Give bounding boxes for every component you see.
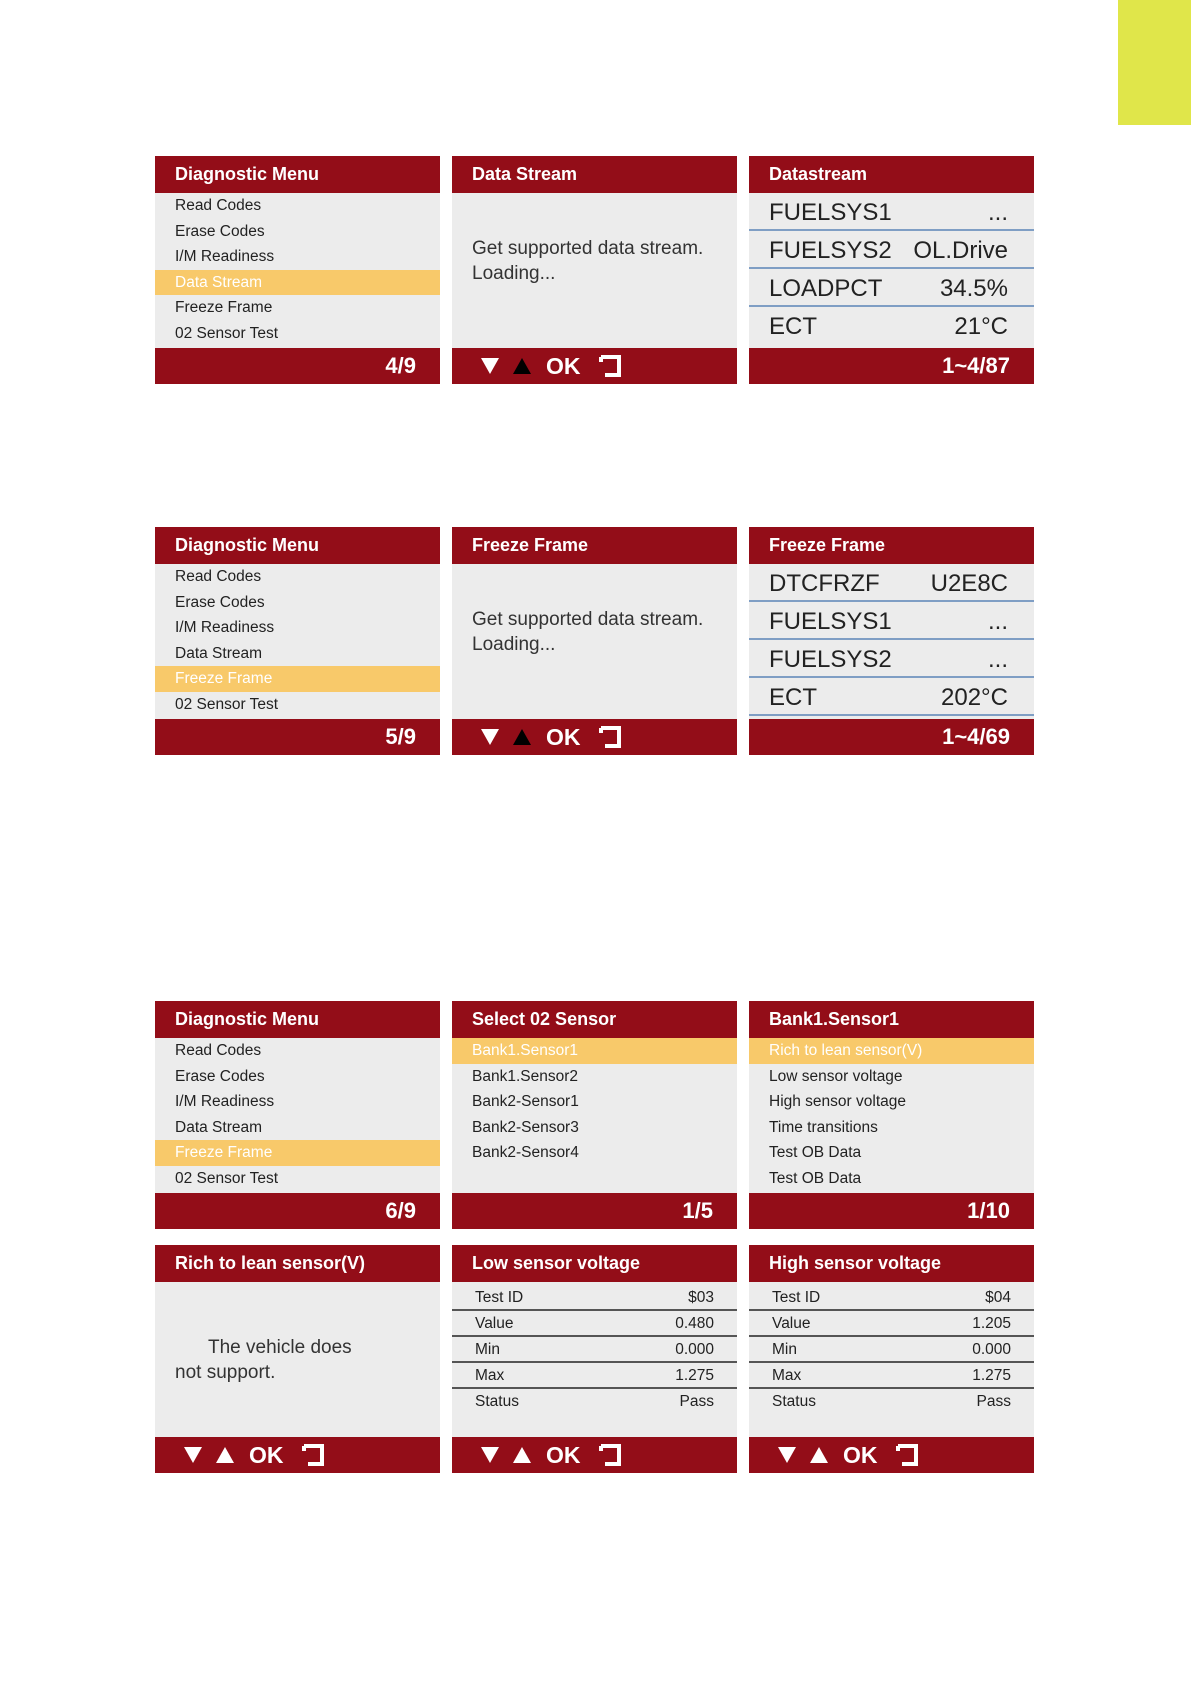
screen-diagnostic-menu-1 xyxy=(155,156,440,384)
screen-footer xyxy=(749,348,1034,384)
page-indicator: 1/5 xyxy=(682,1198,713,1223)
pid-value: 202°C xyxy=(941,684,1008,711)
table-row xyxy=(749,1389,1034,1415)
nav-controls xyxy=(480,1437,623,1473)
nav-controls xyxy=(183,1437,326,1473)
test-item-time-transitions[interactable]: Time transitions xyxy=(769,1118,878,1136)
down-triangle-icon[interactable] xyxy=(480,1446,500,1464)
up-triangle-icon[interactable] xyxy=(512,1446,532,1464)
up-triangle-icon[interactable] xyxy=(512,357,532,375)
row-label: Test ID xyxy=(772,1289,821,1306)
menu-item-erase-codes[interactable]: Erase Codes xyxy=(175,1067,265,1085)
screen-freeze-frame-loading xyxy=(452,527,737,755)
table-row xyxy=(452,1285,737,1311)
list-item[interactable] xyxy=(749,269,1034,307)
row-value: 0.480 xyxy=(675,1315,714,1332)
menu-item-read-codes[interactable]: Read Codes xyxy=(175,568,262,585)
row-label: Value xyxy=(475,1315,514,1332)
ok-button[interactable]: OK xyxy=(249,1442,284,1468)
list-item[interactable] xyxy=(749,231,1034,269)
result-table xyxy=(749,1282,1034,1415)
screen-title: Diagnostic Menu xyxy=(155,1001,440,1038)
row-value: 0.000 xyxy=(675,1341,714,1358)
menu-item-o2-sensor-test[interactable]: 02 Sensor Test xyxy=(175,1169,279,1187)
message-line-1: The vehicle does xyxy=(208,1337,352,1358)
row-label: Test ID xyxy=(475,1289,524,1306)
pid-value: ... xyxy=(987,646,1008,673)
sensor-item-bank2-sensor3[interactable]: Bank2-Sensor3 xyxy=(472,1118,579,1136)
screen-title: Diagnostic Menu xyxy=(155,156,440,193)
screen-title: Freeze Frame xyxy=(749,527,1034,564)
loading-message: Get supported data stream. Loading... xyxy=(472,238,704,284)
test-item-test-ob-data-2[interactable]: Test OB Data xyxy=(769,1169,862,1187)
down-triangle-icon[interactable] xyxy=(183,1446,203,1464)
menu-item-read-codes[interactable]: Read Codes xyxy=(175,1042,262,1059)
menu-item-freeze-frame[interactable]: Freeze Frame xyxy=(155,1140,440,1166)
up-triangle-icon[interactable] xyxy=(512,728,532,746)
back-bracket-icon[interactable] xyxy=(302,1444,326,1466)
back-bracket-icon[interactable] xyxy=(599,726,623,748)
menu-item-data-stream[interactable]: Data Stream xyxy=(175,1118,263,1136)
back-bracket-icon[interactable] xyxy=(599,1444,623,1466)
pid-value: ... xyxy=(987,199,1008,226)
menu-item-im-readiness[interactable]: I/M Readiness xyxy=(175,619,275,636)
row-label: Value xyxy=(772,1315,811,1332)
row-value: 1.275 xyxy=(675,1367,714,1384)
screen-diagnostic-menu-2 xyxy=(155,527,440,755)
page-indicator: 4/9 xyxy=(385,353,416,378)
menu-item-erase-codes[interactable]: Erase Codes xyxy=(175,593,265,611)
table-row xyxy=(452,1389,737,1415)
row-label: Min xyxy=(475,1341,500,1358)
row-value: 1.275 xyxy=(972,1367,1011,1384)
screen-diagnostic-menu-3 xyxy=(155,1001,440,1229)
test-item-rich-to-lean[interactable]: Rich to lean sensor(V) xyxy=(749,1038,1034,1064)
up-triangle-icon[interactable] xyxy=(809,1446,829,1464)
screen-title: High sensor voltage xyxy=(749,1245,1034,1282)
ok-button[interactable]: OK xyxy=(546,724,581,750)
sensor-item-bank2-sensor4[interactable]: Bank2-Sensor4 xyxy=(472,1144,579,1161)
result-table xyxy=(452,1282,737,1415)
ok-button[interactable]: OK xyxy=(546,353,581,379)
menu-item-im-readiness[interactable]: I/M Readiness xyxy=(175,1093,275,1110)
row-value: 0.000 xyxy=(972,1341,1011,1358)
menu-item-freeze-frame[interactable]: Freeze Frame xyxy=(175,299,273,316)
menu-list xyxy=(155,1038,440,1191)
pid-value: OL.Drive xyxy=(913,237,1008,264)
table-row xyxy=(749,1337,1034,1363)
pid-name: FUELSYS1 xyxy=(769,608,892,635)
page-indicator: 5/9 xyxy=(385,724,416,749)
pid-value: U2E8C xyxy=(930,570,1008,597)
down-triangle-icon[interactable] xyxy=(480,728,500,746)
list-item[interactable] xyxy=(749,193,1034,231)
row-value: Pass xyxy=(679,1393,714,1410)
test-item-high-sensor-voltage[interactable]: High sensor voltage xyxy=(769,1093,906,1110)
message-line-2: not support. xyxy=(175,1362,276,1383)
screen-freeze-frame-values xyxy=(749,527,1034,755)
pid-name: FUELSYS2 xyxy=(769,646,892,673)
menu-item-data-stream[interactable]: Data Stream xyxy=(175,644,263,662)
pid-value: 34.5% xyxy=(939,275,1008,302)
screen-data-stream-loading xyxy=(452,156,737,384)
screen-low-sensor-voltage xyxy=(452,1245,737,1473)
test-item-low-sensor-voltage[interactable]: Low sensor voltage xyxy=(769,1067,903,1085)
freeze-frame-list xyxy=(749,564,1034,716)
screen-footer xyxy=(749,1437,1034,1473)
list-item[interactable] xyxy=(749,602,1034,640)
ok-button[interactable]: OK xyxy=(843,1442,878,1468)
screen-select-o2-sensor xyxy=(452,1001,737,1229)
table-row xyxy=(452,1337,737,1363)
sensor-item-bank1-sensor2[interactable]: Bank1.Sensor2 xyxy=(472,1067,578,1085)
menu-item-erase-codes[interactable]: Erase Codes xyxy=(175,222,265,240)
screen-title: Rich to lean sensor(V) xyxy=(155,1245,440,1282)
row-value: Pass xyxy=(976,1393,1011,1410)
menu-item-o2-sensor-test[interactable]: 02 Sensor Test xyxy=(175,695,279,713)
table-row xyxy=(749,1285,1034,1311)
row-label: Min xyxy=(772,1341,797,1358)
nav-controls xyxy=(777,1437,920,1473)
sensor-item-bank1-sensor1[interactable]: Bank1.Sensor1 xyxy=(452,1038,737,1064)
nav-controls xyxy=(480,348,623,384)
down-triangle-icon[interactable] xyxy=(480,357,500,375)
screen-title: Datastream xyxy=(749,156,1034,193)
nav-controls xyxy=(480,719,623,755)
screen-footer xyxy=(155,719,440,755)
screen-title: Select 02 Sensor xyxy=(452,1001,737,1038)
menu-list xyxy=(155,193,440,346)
test-item-test-ob-data[interactable]: Test OB Data xyxy=(769,1144,862,1161)
screen-footer xyxy=(155,1193,440,1229)
screen-title: Bank1.Sensor1 xyxy=(749,1001,1034,1038)
screen-footer xyxy=(155,1437,440,1473)
sensor-list xyxy=(452,1038,737,1166)
menu-item-data-stream[interactable]: Data Stream xyxy=(155,270,440,296)
page-indicator: 6/9 xyxy=(385,1198,416,1223)
list-item[interactable] xyxy=(749,678,1034,716)
pid-name: FUELSYS2 xyxy=(769,237,892,264)
screen-footer xyxy=(452,1437,737,1473)
row-value: 1.205 xyxy=(972,1315,1011,1332)
screen-datastream-values xyxy=(749,156,1034,384)
screen-title: Low sensor voltage xyxy=(452,1245,737,1282)
datastream-list xyxy=(749,193,1034,345)
screen-high-sensor-voltage xyxy=(749,1245,1034,1473)
screen-bank1-sensor1 xyxy=(749,1001,1034,1229)
row-label: Max xyxy=(475,1367,505,1384)
menu-item-read-codes[interactable]: Read Codes xyxy=(175,197,262,214)
screen-title: Data Stream xyxy=(452,156,737,193)
up-triangle-icon[interactable] xyxy=(215,1446,235,1464)
row-value: $04 xyxy=(985,1289,1011,1306)
list-item[interactable] xyxy=(749,307,1034,345)
test-list xyxy=(749,1038,1034,1191)
row-value: $03 xyxy=(688,1289,714,1306)
pid-name: FUELSYS1 xyxy=(769,199,892,226)
row-label: Status xyxy=(772,1393,816,1410)
table-row xyxy=(452,1363,737,1389)
page-indicator: 1~4/87 xyxy=(942,353,1010,378)
menu-item-o2-sensor-test[interactable]: 02 Sensor Test xyxy=(175,324,279,342)
table-row xyxy=(452,1311,737,1337)
not-supported-message xyxy=(175,1335,425,1385)
table-row xyxy=(749,1311,1034,1337)
loading-message: Get supported data stream. Loading... xyxy=(472,609,704,655)
back-bracket-icon[interactable] xyxy=(896,1444,920,1466)
pid-name: DTCFRZF xyxy=(769,570,880,597)
menu-list xyxy=(155,564,440,717)
page-indicator: 1~4/69 xyxy=(942,724,1010,749)
list-item[interactable] xyxy=(749,564,1034,602)
table-row xyxy=(749,1363,1034,1389)
list-item[interactable] xyxy=(749,640,1034,678)
menu-item-im-readiness[interactable]: I/M Readiness xyxy=(175,248,275,265)
screen-title: Diagnostic Menu xyxy=(155,527,440,564)
menu-item-freeze-frame[interactable]: Freeze Frame xyxy=(155,666,440,692)
pid-name: LOADPCT xyxy=(769,275,883,302)
pid-value: 21°C xyxy=(954,313,1008,340)
screen-title: Freeze Frame xyxy=(452,527,737,564)
screen-footer xyxy=(155,348,440,384)
row-label: Status xyxy=(475,1393,519,1410)
pid-name: ECT xyxy=(769,684,817,711)
screen-rich-to-lean xyxy=(155,1245,440,1473)
sensor-item-bank2-sensor1[interactable]: Bank2-Sensor1 xyxy=(472,1093,579,1110)
screen-footer xyxy=(749,1193,1034,1229)
screen-footer xyxy=(749,719,1034,755)
page-tab-marker xyxy=(1118,0,1191,125)
screen-footer xyxy=(452,348,737,384)
page-indicator: 1/10 xyxy=(967,1198,1010,1223)
screen-footer xyxy=(452,1193,737,1229)
down-triangle-icon[interactable] xyxy=(777,1446,797,1464)
back-bracket-icon[interactable] xyxy=(599,355,623,377)
row-label: Max xyxy=(772,1367,802,1384)
pid-name: ECT xyxy=(769,313,817,340)
ok-button[interactable]: OK xyxy=(546,1442,581,1468)
screen-footer xyxy=(452,719,737,755)
pid-value: ... xyxy=(987,608,1008,635)
